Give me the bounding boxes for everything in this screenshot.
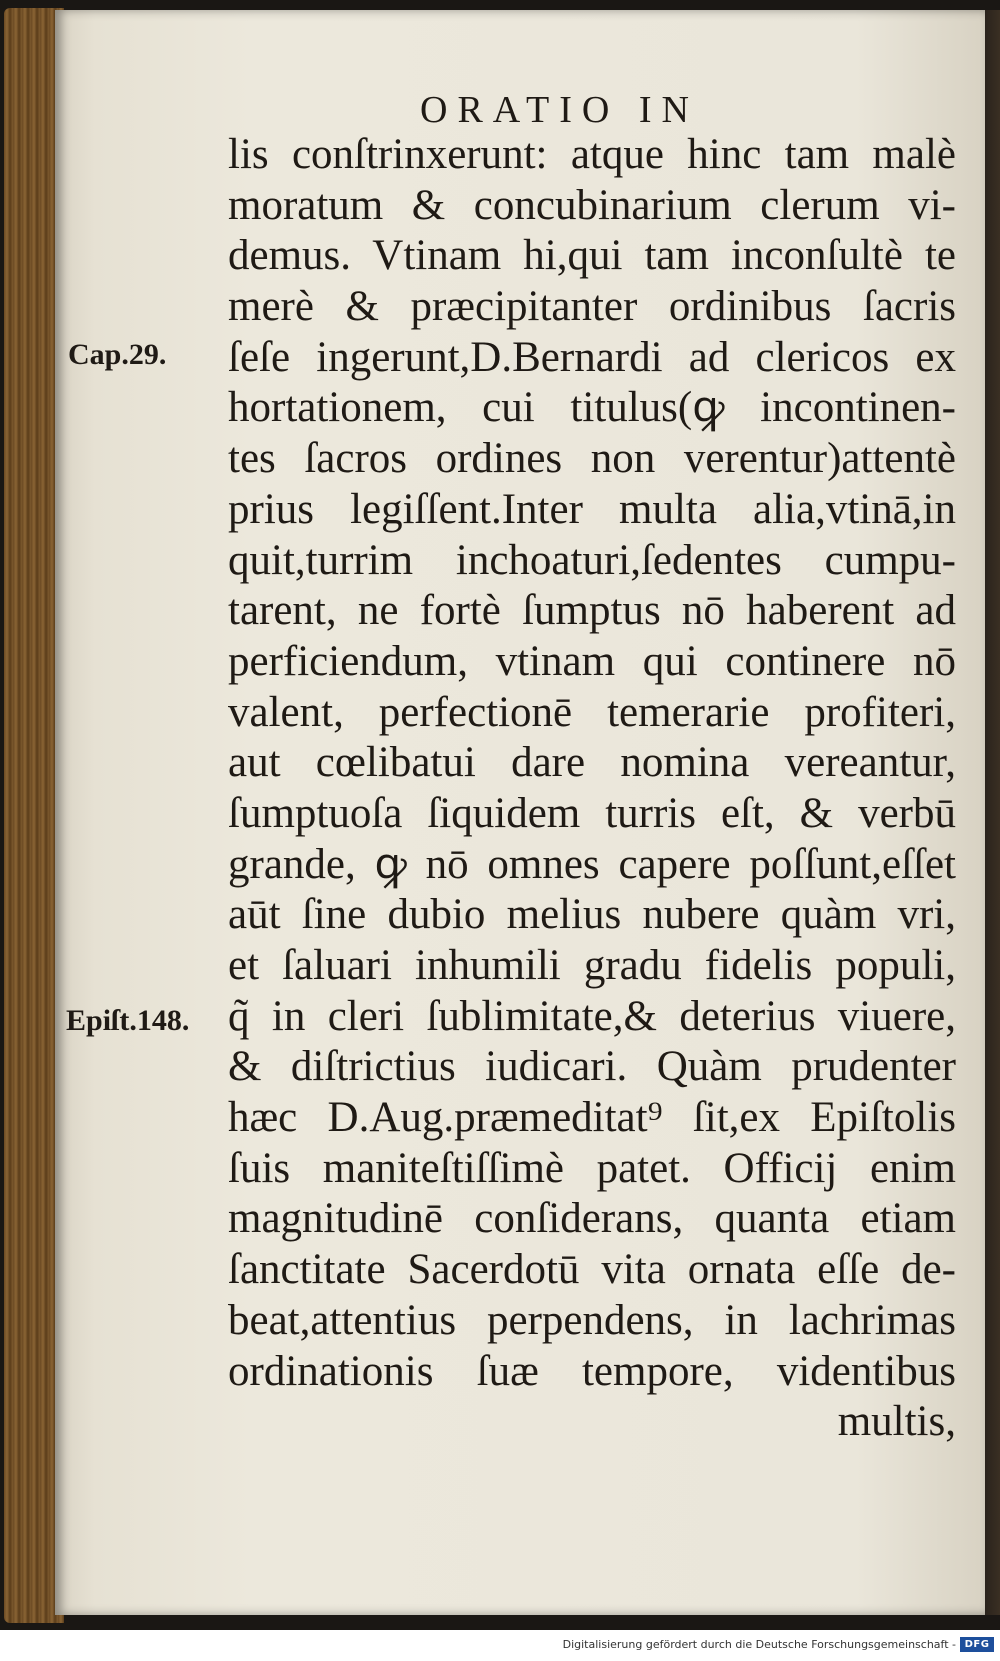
text-line: valent, perfectionē temerarie profiteri, xyxy=(228,688,956,736)
text-line: lis conſtrinxerunt: atque hinc tam malè xyxy=(228,131,956,178)
main-text-block xyxy=(228,130,956,1448)
dfg-logo: DFG xyxy=(960,1637,994,1652)
text-line: ordinationis ſuæ tempore, videntibus xyxy=(228,1347,956,1395)
text-line: tarent, ne fortè ſumptus nō haberent ad xyxy=(228,587,956,635)
text-line: et ſaluari inhumili gradu fidelis populi, xyxy=(228,942,956,989)
text-line: ſeſe ingerunt,D.Bernardi ad clericos ex xyxy=(228,333,956,381)
text-line: hæc D.Aug.præmeditat⁹ ſit,ex Epiſtolis xyxy=(228,1094,956,1142)
text-line: magnitudinē conſiderans, quanta etiam xyxy=(228,1195,956,1243)
text-line: ſanctitate Sacerdotū vita ornata eſſe de- xyxy=(228,1246,956,1294)
funding-notice: Digitalisierung gefördert durch die Deutsche Forschungsgemeinschaft - xyxy=(562,1638,956,1651)
page-right-edge xyxy=(985,10,1000,1615)
text-line: grande, ꝙ nō omnes capere poſſunt,eſſet xyxy=(228,840,956,888)
text-line: beat,attentius perpendens, in lachrimas xyxy=(228,1296,956,1344)
text-line: q̃ in cleri ſublimitate,& deterius viuere, xyxy=(228,992,956,1040)
text-line: aūt ſine dubio melius nubere quàm vri, xyxy=(228,891,956,939)
text-line: demus. Vtinam hi,qui tam inconſultè te xyxy=(228,232,956,280)
text-line: perficiendum, vtinam qui continere nō xyxy=(228,637,956,685)
footer-bar xyxy=(0,1630,1000,1661)
running-head: ORATIO IN xyxy=(420,89,699,131)
text-line: & diſtrictius iudicari. Quàm prudenter xyxy=(228,1043,956,1091)
text-line: tes ſacros ordines non verentur)attentè xyxy=(228,435,956,483)
margin-note-epist: Epiſt.148. xyxy=(66,1004,190,1037)
text-line: ſumptuoſa ſiquidem turris eſt, & verbū xyxy=(228,789,956,837)
text-line: ſuis maniteſtiſſimè patet. Officij enim xyxy=(228,1144,956,1192)
text-line: hortationem, cui titulus(ꝙ incontinen- xyxy=(228,384,956,432)
text-line: merè & præcipitanter ordinibus ſacris xyxy=(228,283,956,331)
text-line: moratum & concubinarium clerum vi- xyxy=(228,181,956,229)
text-line: aut cœlibatui dare nomina vereantur, xyxy=(228,739,956,787)
text-line: quit,turrim inchoaturi,ſedentes cumpu- xyxy=(228,536,956,584)
text-line: prius legiſſent.Inter multa alia,vtinā,in xyxy=(228,485,956,533)
margin-note-cap: Cap.29. xyxy=(68,338,167,371)
text-line-catchword: multis, xyxy=(837,1398,956,1446)
